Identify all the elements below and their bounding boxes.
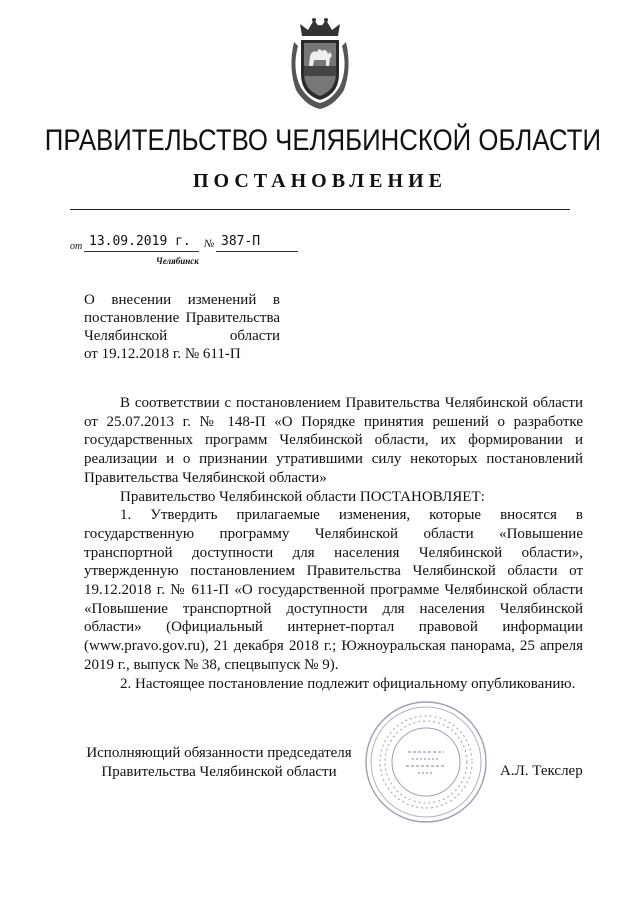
document-number: 387-П (221, 234, 261, 249)
item-paragraph: 2. Настоящее постановление подлежит официальному опубликованию. (120, 675, 576, 692)
document-body (84, 394, 583, 693)
subject-line: О внесении изменений в (84, 292, 280, 308)
date-underline (84, 251, 199, 252)
date-number-line (70, 234, 310, 258)
decree-paragraph: Правительство Челябинской области ПОСТАНОВЛЯЕТ: (120, 488, 485, 505)
number-underline (216, 251, 298, 252)
government-title: ПРАВИТЕЛЬСТВО ЧЕЛЯБИНСКОЙ ОБЛАСТИ (44, 124, 602, 157)
position-line: Правительства Челябинской области (101, 764, 337, 780)
signatory-name: А.Л. Текслер (500, 763, 583, 779)
item-paragraph: 1. Утвердить прилагаемые изменения, которые вносятся в государственную программу Челябинской области «Повышение транспортной доступности для населения Челябинской области», утвержденную постановлением Правительства Челябинской области от 19.12.2018 г. № 611-П «О государственной программе Челябинской области «Повышение транспортной доступности для населения Челябинской области» (Официальный интернет-портал правовой информации (www.pravo.gov.ru), 21 декабря 2018 г.; Южноуральская панорама, 25 апреля 2019 г., выпуск № 38, спецвыпуск № 9). (84, 507, 583, 673)
subject-line: от 19.12.2018 г. № 611-П (84, 346, 241, 362)
date-label: от (70, 241, 83, 252)
subject-line: Челябинской области (84, 328, 280, 344)
document-type-title: ПОСТАНОВЛЕНИЕ (193, 170, 447, 192)
official-stamp-icon (362, 698, 490, 826)
coat-of-arms-icon (286, 16, 354, 110)
document-date: 13.09.2019 г. (89, 234, 191, 249)
document-subject (84, 291, 280, 363)
number-label: № (204, 238, 215, 250)
header-divider (70, 209, 570, 210)
position-line: Исполняющий обязанности председателя (86, 745, 352, 761)
preamble-paragraph: В соответствии с постановлением Правительства Челябинской области от 25.07.2013 г. № 148-П «О Порядке принятия решений о разработке государственных программ Челябинской области, их формировании и реализации и о признании утратившими силу некоторых постановлений Правительства Челябинской области» (84, 395, 583, 486)
city-label: Челябинск (156, 256, 199, 266)
subject-line: постановление Правительства (84, 310, 280, 326)
signatory-position (84, 744, 354, 782)
